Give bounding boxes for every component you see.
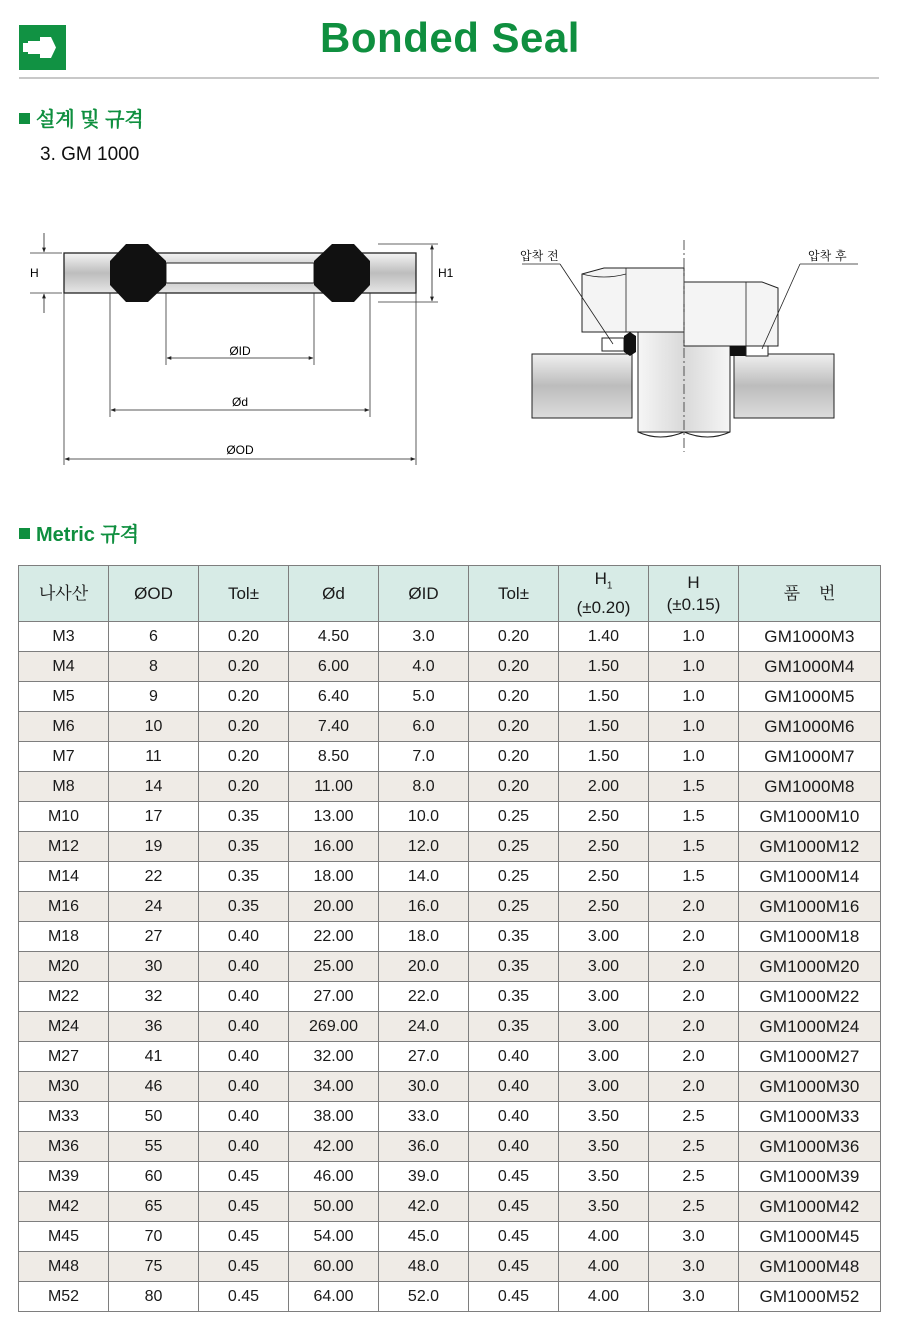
cell-d: 20.00 [289, 892, 379, 922]
header-tol1: Tol± [199, 566, 289, 622]
cell-thread: M52 [19, 1282, 109, 1312]
cell-tol1: 0.20 [199, 622, 289, 652]
cell-tol1: 0.20 [199, 682, 289, 712]
cell-h: 2.5 [649, 1162, 739, 1192]
cell-h: 2.0 [649, 1072, 739, 1102]
cell-part-no: GM1000M52 [739, 1282, 881, 1312]
cell-id: 4.0 [379, 652, 469, 682]
cell-d: 54.00 [289, 1222, 379, 1252]
cell-thread: M20 [19, 952, 109, 982]
cell-tol2: 0.20 [469, 682, 559, 712]
table-row [19, 892, 881, 922]
cell-d: 60.00 [289, 1252, 379, 1282]
cell-od: 30 [109, 952, 199, 982]
cell-id: 12.0 [379, 832, 469, 862]
cell-od: 60 [109, 1162, 199, 1192]
page-title: Bonded Seal [320, 14, 580, 61]
metric-spec-table [18, 565, 881, 1312]
cell-d: 13.00 [289, 802, 379, 832]
table-row [19, 1252, 881, 1282]
cell-h1: 4.00 [559, 1222, 649, 1252]
cell-h1: 2.00 [559, 772, 649, 802]
cell-od: 70 [109, 1222, 199, 1252]
cell-h: 1.0 [649, 652, 739, 682]
cell-part-no: GM1000M48 [739, 1252, 881, 1282]
cell-part-no: GM1000M42 [739, 1192, 881, 1222]
cell-d: 22.00 [289, 922, 379, 952]
cell-h1: 3.00 [559, 1042, 649, 1072]
cell-id: 48.0 [379, 1252, 469, 1282]
cell-part-no: GM1000M10 [739, 802, 881, 832]
table-row [19, 742, 881, 772]
table-header-row [19, 566, 881, 622]
cell-tol2: 0.35 [469, 922, 559, 952]
cell-thread: M8 [19, 772, 109, 802]
cell-tol2: 0.45 [469, 1252, 559, 1282]
cell-h: 2.5 [649, 1132, 739, 1162]
header-part-no: 품 번 [739, 566, 881, 622]
cell-d: 25.00 [289, 952, 379, 982]
table-row [19, 1102, 881, 1132]
cell-h: 1.5 [649, 802, 739, 832]
cell-h: 2.0 [649, 892, 739, 922]
cell-od: 36 [109, 1012, 199, 1042]
table-row [19, 1162, 881, 1192]
cell-d: 11.00 [289, 772, 379, 802]
cell-tol2: 0.35 [469, 1012, 559, 1042]
cell-od: 10 [109, 712, 199, 742]
cell-tol1: 0.20 [199, 742, 289, 772]
cell-thread: M30 [19, 1072, 109, 1102]
cell-tol2: 0.45 [469, 1222, 559, 1252]
cell-part-no: GM1000M22 [739, 982, 881, 1012]
cell-od: 24 [109, 892, 199, 922]
title-divider [19, 77, 879, 79]
cell-tol2: 0.25 [469, 892, 559, 922]
cell-thread: M27 [19, 1042, 109, 1072]
cell-thread: M16 [19, 892, 109, 922]
cell-thread: M18 [19, 922, 109, 952]
header-d: Ød [289, 566, 379, 622]
cell-tol2: 0.40 [469, 1132, 559, 1162]
cell-tol2: 0.20 [469, 622, 559, 652]
cell-od: 19 [109, 832, 199, 862]
cell-od: 32 [109, 982, 199, 1012]
cell-h: 1.5 [649, 862, 739, 892]
table-row [19, 622, 881, 652]
seal-cross-section-diagram [18, 225, 458, 470]
cell-thread: M7 [19, 742, 109, 772]
cell-part-no: GM1000M20 [739, 952, 881, 982]
cell-part-no: GM1000M30 [739, 1072, 881, 1102]
cell-tol1: 0.40 [199, 1132, 289, 1162]
cell-d: 7.40 [289, 712, 379, 742]
cell-h: 2.0 [649, 982, 739, 1012]
cell-h1: 1.40 [559, 622, 649, 652]
cell-thread: M42 [19, 1192, 109, 1222]
cell-part-no: GM1000M7 [739, 742, 881, 772]
bullet-square-icon [19, 113, 30, 124]
cell-thread: M12 [19, 832, 109, 862]
label-id: ØID [229, 344, 251, 358]
cell-h: 1.0 [649, 712, 739, 742]
cell-h1: 3.50 [559, 1192, 649, 1222]
cell-thread: M24 [19, 1012, 109, 1042]
cell-d: 34.00 [289, 1072, 379, 1102]
cell-od: 65 [109, 1192, 199, 1222]
cell-d: 32.00 [289, 1042, 379, 1072]
label-before-compression: 압착 전 [520, 249, 559, 263]
cell-od: 27 [109, 922, 199, 952]
cell-id: 42.0 [379, 1192, 469, 1222]
cell-part-no: GM1000M45 [739, 1222, 881, 1252]
cell-tol1: 0.40 [199, 952, 289, 982]
cell-thread: M6 [19, 712, 109, 742]
cell-h1: 1.50 [559, 652, 649, 682]
cell-h1: 1.50 [559, 742, 649, 772]
compression-before-after-diagram [500, 236, 870, 456]
cell-od: 75 [109, 1252, 199, 1282]
cell-tol2: 0.20 [469, 772, 559, 802]
cell-h1: 3.50 [559, 1102, 649, 1132]
cell-od: 6 [109, 622, 199, 652]
cell-id: 33.0 [379, 1102, 469, 1132]
cell-h1: 1.50 [559, 712, 649, 742]
cell-tol1: 0.45 [199, 1192, 289, 1222]
cell-h1: 2.50 [559, 802, 649, 832]
cell-part-no: GM1000M16 [739, 892, 881, 922]
cell-thread: M3 [19, 622, 109, 652]
cell-d: 27.00 [289, 982, 379, 1012]
cell-h: 2.0 [649, 922, 739, 952]
cell-tol1: 0.40 [199, 922, 289, 952]
cell-part-no: GM1000M3 [739, 622, 881, 652]
cell-part-no: GM1000M36 [739, 1132, 881, 1162]
cell-h1: 4.00 [559, 1252, 649, 1282]
cell-id: 8.0 [379, 772, 469, 802]
table-row [19, 982, 881, 1012]
cell-part-no: GM1000M39 [739, 1162, 881, 1192]
cell-h: 1.0 [649, 742, 739, 772]
cell-h1: 3.00 [559, 982, 649, 1012]
cell-id: 14.0 [379, 862, 469, 892]
cell-tol1: 0.40 [199, 982, 289, 1012]
cell-id: 20.0 [379, 952, 469, 982]
header-od: ØOD [109, 566, 199, 622]
cell-tol1: 0.20 [199, 652, 289, 682]
cell-id: 45.0 [379, 1222, 469, 1252]
cell-od: 80 [109, 1282, 199, 1312]
cell-tol2: 0.35 [469, 952, 559, 982]
cell-id: 22.0 [379, 982, 469, 1012]
cell-id: 18.0 [379, 922, 469, 952]
cell-od: 55 [109, 1132, 199, 1162]
cell-h1: 3.00 [559, 1012, 649, 1042]
cell-h: 1.0 [649, 682, 739, 712]
cell-d: 6.00 [289, 652, 379, 682]
cell-id: 52.0 [379, 1282, 469, 1312]
cell-h1: 2.50 [559, 862, 649, 892]
cell-thread: M14 [19, 862, 109, 892]
cell-h: 2.5 [649, 1192, 739, 1222]
cell-thread: M4 [19, 652, 109, 682]
cell-h: 3.0 [649, 1282, 739, 1312]
cell-thread: M5 [19, 682, 109, 712]
cell-h: 3.0 [649, 1222, 739, 1252]
cell-h: 2.0 [649, 1012, 739, 1042]
table-row [19, 712, 881, 742]
cell-tol2: 0.20 [469, 712, 559, 742]
cell-od: 17 [109, 802, 199, 832]
cell-tol1: 0.20 [199, 772, 289, 802]
cell-tol1: 0.35 [199, 862, 289, 892]
cell-h: 3.0 [649, 1252, 739, 1282]
cell-thread: M45 [19, 1222, 109, 1252]
cell-h1: 4.00 [559, 1282, 649, 1312]
cell-d: 42.00 [289, 1132, 379, 1162]
cell-d: 38.00 [289, 1102, 379, 1132]
cell-thread: M22 [19, 982, 109, 1012]
cell-od: 41 [109, 1042, 199, 1072]
cell-h1: 3.00 [559, 952, 649, 982]
cell-part-no: GM1000M12 [739, 832, 881, 862]
header-h: H (±0.15) [649, 566, 739, 622]
cell-d: 6.40 [289, 682, 379, 712]
cell-tol2: 0.20 [469, 652, 559, 682]
cell-tol1: 0.40 [199, 1042, 289, 1072]
cell-part-no: GM1000M14 [739, 862, 881, 892]
cell-h1: 2.50 [559, 892, 649, 922]
cell-part-no: GM1000M24 [739, 1012, 881, 1042]
model-subheading: 3. GM 1000 [40, 144, 140, 165]
table-row [19, 1012, 881, 1042]
table-row [19, 1042, 881, 1072]
cell-part-no: GM1000M4 [739, 652, 881, 682]
cell-tol2: 0.35 [469, 982, 559, 1012]
cell-od: 46 [109, 1072, 199, 1102]
cell-d: 64.00 [289, 1282, 379, 1312]
cell-tol2: 0.45 [469, 1162, 559, 1192]
cell-tol2: 0.45 [469, 1192, 559, 1222]
label-d: Ød [231, 395, 249, 409]
cell-tol1: 0.35 [199, 802, 289, 832]
cell-id: 5.0 [379, 682, 469, 712]
label-h: H [30, 266, 39, 280]
cell-part-no: GM1000M8 [739, 772, 881, 802]
cell-id: 36.0 [379, 1132, 469, 1162]
section-design-heading: 설계 및 규격 [19, 103, 144, 132]
cell-od: 22 [109, 862, 199, 892]
cell-id: 10.0 [379, 802, 469, 832]
cell-h: 2.0 [649, 952, 739, 982]
cell-h1: 2.50 [559, 832, 649, 862]
header-thread: 나사산 [19, 566, 109, 622]
cell-od: 11 [109, 742, 199, 772]
cell-d: 46.00 [289, 1162, 379, 1192]
cell-d: 50.00 [289, 1192, 379, 1222]
cell-tol1: 0.40 [199, 1012, 289, 1042]
cell-d: 269.00 [289, 1012, 379, 1042]
header-tol2: Tol± [469, 566, 559, 622]
cell-tol1: 0.45 [199, 1282, 289, 1312]
cell-thread: M48 [19, 1252, 109, 1282]
cell-part-no: GM1000M5 [739, 682, 881, 712]
cell-thread: M33 [19, 1102, 109, 1132]
table-row [19, 922, 881, 952]
cell-tol2: 0.40 [469, 1102, 559, 1132]
cell-thread: M36 [19, 1132, 109, 1162]
table-row [19, 862, 881, 892]
cell-tol2: 0.40 [469, 1042, 559, 1072]
table-row [19, 682, 881, 712]
cell-tol2: 0.25 [469, 832, 559, 862]
cell-thread: M39 [19, 1162, 109, 1192]
cell-tol1: 0.45 [199, 1252, 289, 1282]
bullet-square-icon [19, 528, 30, 539]
cell-h: 1.0 [649, 622, 739, 652]
table-row [19, 952, 881, 982]
cell-h1: 3.00 [559, 922, 649, 952]
cell-part-no: GM1000M33 [739, 1102, 881, 1132]
cell-id: 27.0 [379, 1042, 469, 1072]
cell-tol1: 0.40 [199, 1072, 289, 1102]
table-row [19, 652, 881, 682]
cell-h1: 3.50 [559, 1162, 649, 1192]
cell-part-no: GM1000M6 [739, 712, 881, 742]
cell-tol2: 0.45 [469, 1282, 559, 1312]
cell-d: 4.50 [289, 622, 379, 652]
cell-id: 16.0 [379, 892, 469, 922]
cell-id: 6.0 [379, 712, 469, 742]
cell-tol2: 0.40 [469, 1072, 559, 1102]
header-h1: $H_1$ (±0.20) [559, 566, 649, 622]
cell-od: 9 [109, 682, 199, 712]
cell-id: 39.0 [379, 1162, 469, 1192]
cell-h1: 3.50 [559, 1132, 649, 1162]
cell-part-no: GM1000M27 [739, 1042, 881, 1072]
section-metric-heading: Metric 규격 [19, 518, 139, 547]
cell-id: 3.0 [379, 622, 469, 652]
header-id: ØID [379, 566, 469, 622]
table-row [19, 1282, 881, 1312]
cell-tol1: 0.20 [199, 712, 289, 742]
cell-tol2: 0.25 [469, 802, 559, 832]
table-row [19, 1132, 881, 1162]
table-row [19, 772, 881, 802]
table-row [19, 1222, 881, 1252]
cell-tol1: 0.45 [199, 1222, 289, 1252]
cell-h: 2.5 [649, 1102, 739, 1132]
cell-tol1: 0.35 [199, 832, 289, 862]
cell-h1: 3.00 [559, 1072, 649, 1102]
cell-part-no: GM1000M18 [739, 922, 881, 952]
table-row [19, 832, 881, 862]
cell-od: 50 [109, 1102, 199, 1132]
cell-d: 18.00 [289, 862, 379, 892]
cell-tol2: 0.25 [469, 862, 559, 892]
cell-tol1: 0.35 [199, 892, 289, 922]
table-row [19, 802, 881, 832]
label-h1: H1 [438, 266, 454, 280]
cell-od: 14 [109, 772, 199, 802]
cell-d: 8.50 [289, 742, 379, 772]
cell-h: 1.5 [649, 772, 739, 802]
cell-h1: 1.50 [559, 682, 649, 712]
label-after-compression: 압착 후 [808, 249, 847, 263]
cell-od: 8 [109, 652, 199, 682]
cell-h: 2.0 [649, 1042, 739, 1072]
cell-d: 16.00 [289, 832, 379, 862]
table-row [19, 1192, 881, 1222]
cell-tol1: 0.45 [199, 1162, 289, 1192]
cell-tol1: 0.40 [199, 1102, 289, 1132]
cell-thread: M10 [19, 802, 109, 832]
cell-id: 24.0 [379, 1012, 469, 1042]
cell-id: 7.0 [379, 742, 469, 772]
table-row [19, 1072, 881, 1102]
cell-h: 1.5 [649, 832, 739, 862]
cell-tol2: 0.20 [469, 742, 559, 772]
cell-id: 30.0 [379, 1072, 469, 1102]
label-od: ØOD [226, 443, 254, 457]
